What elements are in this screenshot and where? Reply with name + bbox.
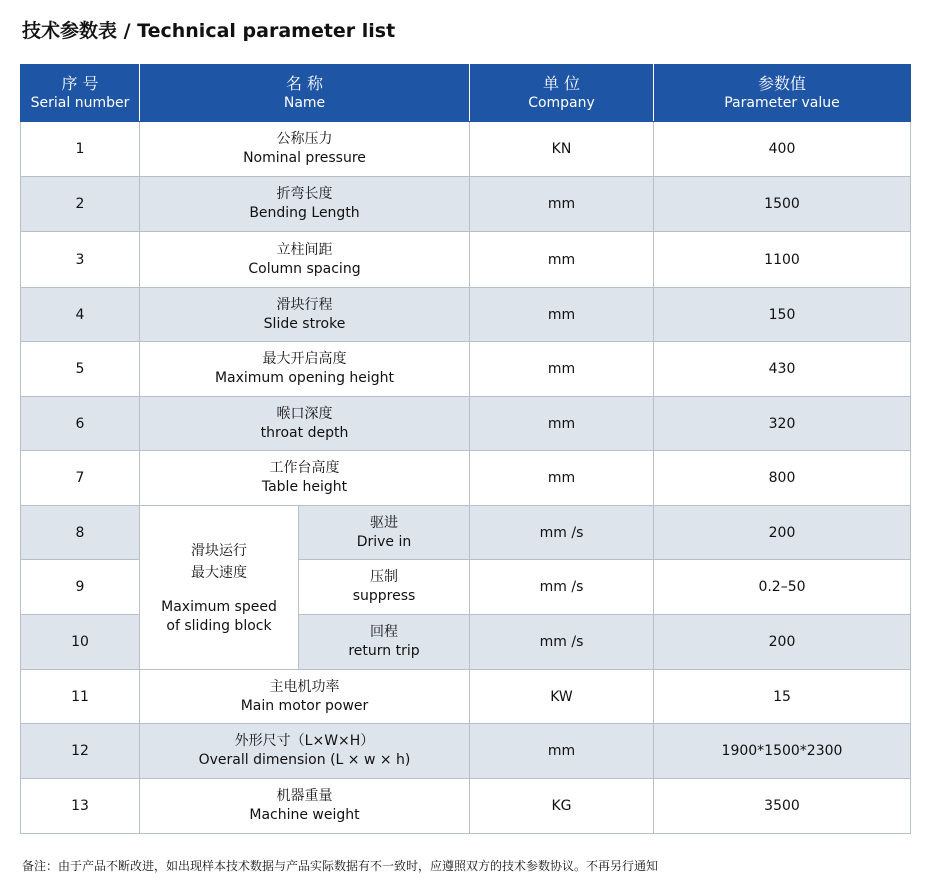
row-number: 9 — [21, 560, 140, 615]
row-name: 机器重量 Machine weight — [140, 779, 470, 834]
row-unit: mm — [470, 451, 654, 506]
header-unit: 单 位 Company — [470, 65, 654, 122]
row-number: 4 — [21, 288, 140, 342]
row-value: 320 — [654, 397, 911, 451]
row-value: 1100 — [654, 232, 911, 288]
row-number: 8 — [21, 506, 140, 560]
parameter-table — [20, 64, 911, 834]
row-value: 15 — [654, 670, 911, 724]
row-unit: mm — [470, 342, 654, 397]
row-number: 2 — [21, 177, 140, 232]
table-row — [21, 451, 911, 506]
row-number: 12 — [21, 724, 140, 779]
row-name: 压制 suppress — [299, 560, 470, 615]
row-value: 400 — [654, 122, 911, 177]
row-unit: mm — [470, 397, 654, 451]
row-unit: mm — [470, 724, 654, 779]
table-row — [21, 177, 911, 232]
table-row — [21, 288, 911, 342]
row-unit: mm — [470, 177, 654, 232]
header-name: 名 称 Name — [140, 65, 470, 122]
table-row — [21, 779, 911, 834]
header-value: 参数值 Parameter value — [654, 65, 911, 122]
row-number: 6 — [21, 397, 140, 451]
row-value: 1900*1500*2300 — [654, 724, 911, 779]
row-number: 7 — [21, 451, 140, 506]
table-row — [21, 122, 911, 177]
table-row — [21, 670, 911, 724]
row-unit: mm /s — [470, 560, 654, 615]
row-value: 1500 — [654, 177, 911, 232]
table-row — [21, 506, 911, 560]
row-number: 3 — [21, 232, 140, 288]
row-value: 0.2–50 — [654, 560, 911, 615]
row-name: 外形尺寸（L×W×H） Overall dimension (L × w × h) — [140, 724, 470, 779]
row-name: 公称压力 Nominal pressure — [140, 122, 470, 177]
row-unit: KW — [470, 670, 654, 724]
row-name: 最大开启高度 Maximum opening height — [140, 342, 470, 397]
row-value: 200 — [654, 506, 911, 560]
row-value: 800 — [654, 451, 911, 506]
header-serial: 序 号 Serial number — [21, 65, 140, 122]
row-unit: mm /s — [470, 615, 654, 670]
row-unit: mm /s — [470, 506, 654, 560]
row-number: 11 — [21, 670, 140, 724]
row-name: 折弯长度 Bending Length — [140, 177, 470, 232]
row-unit: mm — [470, 232, 654, 288]
table-row — [21, 342, 911, 397]
speed-group-label: 滑块运行 最大速度 Maximum speed of sliding block — [140, 506, 299, 670]
table-row — [21, 397, 911, 451]
row-unit: KN — [470, 122, 654, 177]
row-number: 1 — [21, 122, 140, 177]
row-value: 200 — [654, 615, 911, 670]
table-row — [21, 724, 911, 779]
row-value: 150 — [654, 288, 911, 342]
footnote: 备注：由于产品不断改进，如出现样本技术数据与产品实际数据有不一致时，应遵照双方的技术参数协议。不再另行通知 — [22, 859, 659, 873]
row-number: 13 — [21, 779, 140, 834]
row-name: 回程 return trip — [299, 615, 470, 670]
row-name: 主电机功率 Main motor power — [140, 670, 470, 724]
row-name: 工作台高度 Table height — [140, 451, 470, 506]
row-name: 驱进 Drive in — [299, 506, 470, 560]
row-number: 10 — [21, 615, 140, 670]
row-number: 5 — [21, 342, 140, 397]
row-unit: KG — [470, 779, 654, 834]
row-name: 滑块行程 Slide stroke — [140, 288, 470, 342]
row-value: 430 — [654, 342, 911, 397]
row-name: 立柱间距 Column spacing — [140, 232, 470, 288]
row-value: 3500 — [654, 779, 911, 834]
page-title: 技术参数表 / Technical parameter list — [22, 20, 396, 42]
table-header — [21, 65, 911, 122]
row-unit: mm — [470, 288, 654, 342]
row-name: 喉口深度 throat depth — [140, 397, 470, 451]
table-row — [21, 232, 911, 288]
